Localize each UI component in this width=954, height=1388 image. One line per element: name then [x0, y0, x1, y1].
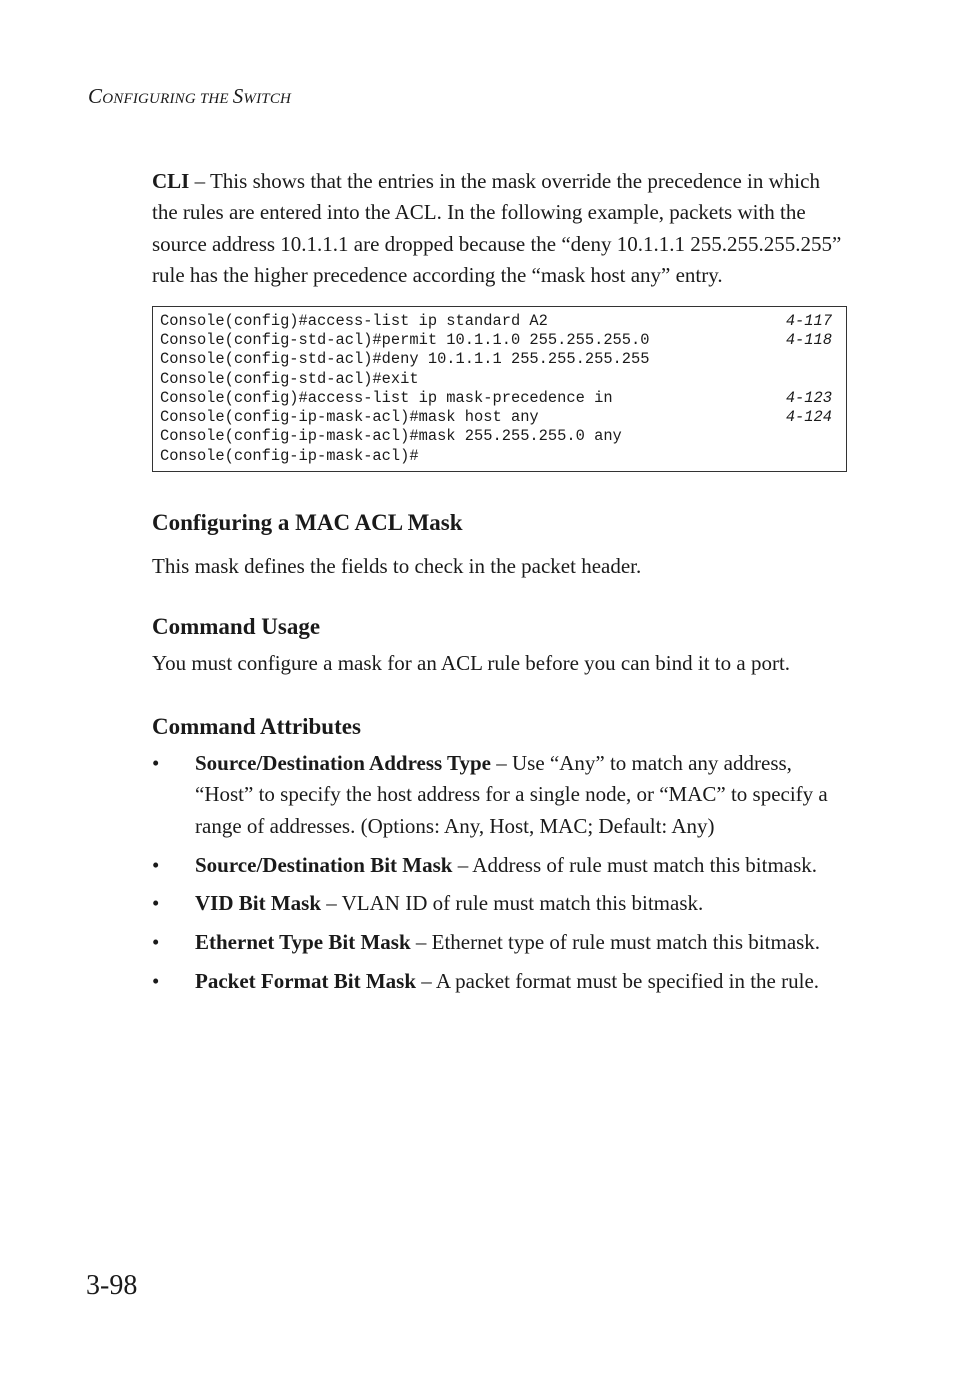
bullet-icon: • [152, 891, 160, 916]
page-number: 3-98 [86, 1270, 138, 1301]
attribute-description: – Ethernet type of rule must match this bitmask. [410, 930, 821, 955]
attribute-list-item [152, 888, 848, 919]
code-line [160, 312, 832, 331]
code-line [160, 447, 832, 466]
attribute-list-item [152, 850, 848, 881]
code-command: Console(config)#access-list ip standard A2 [160, 311, 548, 330]
attribute-list-item [152, 927, 848, 958]
code-page-reference: 4-124 [785, 408, 832, 427]
attribute-term: VID Bit Mask [195, 891, 322, 916]
code-page-reference: 4-117 [785, 311, 832, 330]
bullet-icon: • [152, 930, 160, 955]
code-command: Console(config-std-acl)#exit [160, 369, 419, 388]
code-command: Console(config-std-acl)#permit 10.1.1.0 255.255.255.0 [160, 330, 650, 349]
attribute-term: Ethernet Type Bit Mask [195, 930, 411, 955]
cli-code-block [152, 306, 847, 472]
attribute-term: Source/Destination Address Type [195, 750, 491, 775]
running-header-part: ONFIGURING THE [102, 91, 233, 107]
running-header-part: WITCH [243, 91, 292, 107]
command-attributes-list [152, 748, 848, 998]
attribute-description: – A packet format must be specified in the rule. [416, 969, 820, 994]
mac-acl-mask-description: This mask defines the fields to check in the packet header. [152, 554, 642, 578]
cli-intro-text: – This shows that the entries in the mask override the precedence in which the rules are entered into the ACL. In the following example, packets with the source address 10.1.1.1 are dropped because the “deny 10.1.1.1 255.255.255.255” rule has the higher precedence according the “mask host any” entry. [152, 169, 842, 288]
code-command: Console(config-ip-mask-acl)#mask host any [160, 408, 539, 427]
code-line [160, 389, 832, 408]
cli-intro-paragraph [152, 166, 848, 292]
code-command: Console(config-std-acl)#deny 10.1.1.1 255.255.255.255 [160, 350, 650, 369]
page-content [152, 166, 848, 1005]
attribute-list-item [152, 966, 848, 997]
cli-label: CLI [152, 169, 190, 193]
attribute-term: Packet Format Bit Mask [195, 969, 417, 994]
code-line [160, 427, 832, 446]
attribute-description: – Use “Any” to match any address, “Host” to specify the host address for a single node, or “MAC” to specify a range of addresses. (Options: Any, Host, MAC; Default: Any) [195, 750, 828, 838]
code-page-reference: 4-118 [785, 330, 832, 349]
bullet-icon: • [152, 852, 160, 877]
running-header-part: C [88, 84, 103, 108]
command-usage-text: You must configure a mask for an ACL rule before you can bind it to a port. [152, 651, 791, 676]
code-command: Console(config-ip-mask-acl)#mask 255.255.255.0 any [160, 427, 622, 446]
code-command: Console(config)#access-list ip mask-precedence in [160, 388, 613, 407]
command-attributes-heading: Command Attributes [152, 713, 361, 739]
bullet-icon: • [152, 750, 160, 775]
code-line [160, 350, 832, 369]
running-header-part: S [232, 84, 244, 108]
code-page-reference: 4-123 [785, 388, 832, 407]
command-usage-heading: Command Usage [152, 614, 321, 640]
bullet-icon: • [152, 969, 160, 994]
attribute-description: – VLAN ID of rule must match this bitmask. [321, 891, 704, 916]
code-line [160, 331, 832, 350]
code-line [160, 408, 832, 427]
attribute-term: Source/Destination Bit Mask [195, 852, 453, 877]
code-line [160, 370, 832, 389]
code-command: Console(config-ip-mask-acl)# [160, 446, 419, 465]
attribute-list-item [152, 748, 848, 842]
mac-acl-mask-heading: Configuring a MAC ACL Mask [152, 510, 463, 535]
running-header [88, 84, 291, 109]
attribute-description: – Address of rule must match this bitmask. [452, 852, 818, 877]
